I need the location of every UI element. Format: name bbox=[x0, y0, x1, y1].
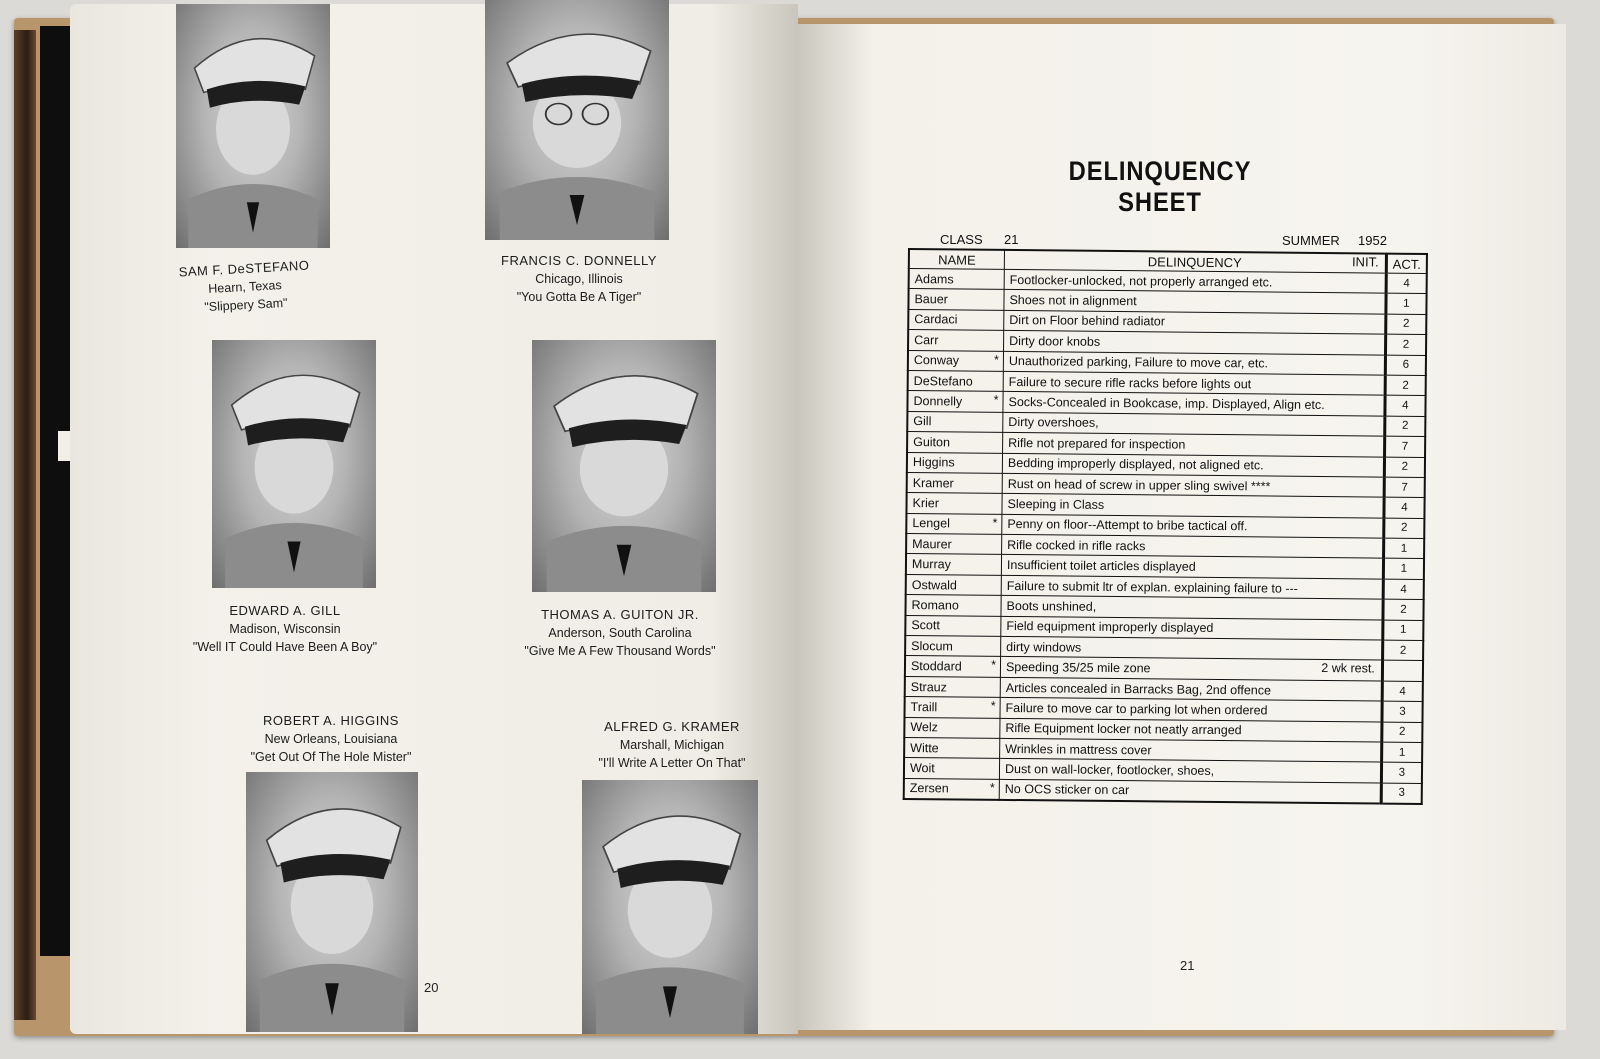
row-act: 7 bbox=[1384, 436, 1425, 457]
row-act: 3 bbox=[1381, 783, 1422, 804]
cadet-hometown: New Orleans, Louisiana bbox=[264, 732, 398, 746]
row-name-text: Witte bbox=[910, 740, 939, 755]
row-delinquency-text: Dust on wall-locker, footlocker, shoes, bbox=[1004, 762, 1215, 779]
cadet-caption bbox=[500, 606, 740, 660]
row-act: 1 bbox=[1383, 538, 1424, 559]
row-name-text: Ostwald bbox=[911, 577, 957, 593]
cadet-name: EDWARD A. GILL bbox=[229, 603, 341, 618]
row-star-mark: * bbox=[991, 658, 997, 673]
row-delinquency-text: Rifle cocked in rifle racks bbox=[1007, 537, 1146, 554]
table-body bbox=[904, 269, 1427, 805]
row-act: 3 bbox=[1381, 762, 1422, 783]
cadet-caption bbox=[226, 712, 436, 766]
cadet-caption bbox=[480, 252, 678, 306]
portrait-photo bbox=[485, 0, 669, 240]
row-name-text: Lengel bbox=[912, 516, 950, 531]
cadet-caption bbox=[159, 256, 332, 319]
header-act: ACT. bbox=[1386, 254, 1427, 274]
row-act: 4 bbox=[1383, 579, 1424, 600]
row-delinquency-text: Field equipment improperly displayed bbox=[1006, 619, 1214, 636]
row-name-text: DeStefano bbox=[913, 373, 973, 389]
row-delinquency-text: Rifle Equipment locker not neatly arranged bbox=[1005, 721, 1242, 738]
row-delinquency-text: Failure to move car to parking lot when ordered bbox=[1005, 700, 1268, 718]
row-name bbox=[906, 493, 1002, 514]
term-label: SUMMER bbox=[1282, 233, 1340, 248]
cadet-hometown: Anderson, South Carolina bbox=[548, 626, 692, 640]
row-name-text: Murray bbox=[911, 557, 951, 572]
row-act: 1 bbox=[1386, 293, 1427, 314]
row-name-text: Welz bbox=[910, 720, 939, 735]
row-star-mark: * bbox=[990, 699, 996, 714]
page-number-right: 21 bbox=[1180, 958, 1195, 973]
row-act: 2 bbox=[1384, 518, 1425, 539]
row-name-text: Maurer bbox=[912, 536, 952, 552]
row-name bbox=[904, 737, 1000, 758]
row-name bbox=[905, 595, 1001, 616]
row-name-text: Romano bbox=[911, 597, 959, 613]
row-delinquency-text: Articles concealed in Barracks Bag, 2nd offence bbox=[1005, 680, 1272, 698]
row-name bbox=[906, 534, 1002, 555]
row-name bbox=[905, 656, 1001, 677]
cadet-nickname: "Get Out Of The Hole Mister" bbox=[250, 750, 412, 764]
row-act: 3 bbox=[1382, 701, 1423, 722]
row-name bbox=[905, 615, 1001, 636]
row-name bbox=[904, 717, 1000, 738]
row-delinquency bbox=[999, 779, 1381, 804]
row-act: 4 bbox=[1384, 497, 1425, 518]
row-name-text: Cardaci bbox=[914, 312, 958, 327]
row-name-text: Guiton bbox=[913, 434, 951, 450]
row-name bbox=[905, 636, 1001, 657]
row-act: 2 bbox=[1382, 722, 1423, 743]
row-name-text: Gill bbox=[913, 414, 932, 429]
row-delinquency-text: dirty windows bbox=[1006, 639, 1082, 655]
portrait-photo bbox=[246, 772, 418, 1032]
row-delinquency-text: Insufficient toilet articles displayed bbox=[1006, 558, 1196, 574]
row-delinquency-text: Sleeping in Class bbox=[1007, 496, 1105, 512]
cadet-hometown: Hearn, Texas bbox=[207, 278, 283, 296]
cover-edge-left bbox=[14, 30, 36, 1020]
cadet-nickname: "You Gotta Be A Tiger" bbox=[516, 290, 642, 304]
delinquency-table bbox=[903, 248, 1428, 805]
row-name-text: Strauz bbox=[910, 679, 947, 694]
row-name-text: Scott bbox=[911, 618, 940, 633]
row-name bbox=[904, 697, 1000, 718]
row-name bbox=[905, 676, 1001, 697]
portrait-photo bbox=[176, 4, 330, 248]
row-name bbox=[904, 778, 1000, 800]
row-act: 2 bbox=[1385, 334, 1426, 355]
row-star-mark: * bbox=[993, 393, 999, 408]
row-name bbox=[908, 289, 1004, 310]
row-note: 2 wk rest. bbox=[1321, 661, 1375, 676]
row-act: 6 bbox=[1385, 355, 1426, 376]
portrait-photo bbox=[532, 340, 716, 592]
row-name bbox=[909, 269, 1005, 290]
row-name-text: Carr bbox=[914, 332, 939, 348]
year: 1952 bbox=[1358, 233, 1387, 248]
row-act: 2 bbox=[1385, 416, 1426, 437]
row-star-mark: * bbox=[989, 780, 995, 795]
row-delinquency-text: Shoes not in alignment bbox=[1009, 293, 1137, 309]
row-delinquency-text: Failure to secure rifle racks before lights out bbox=[1008, 374, 1252, 391]
row-name bbox=[908, 309, 1004, 330]
row-delinquency-text: Dirt on Floor behind radiator bbox=[1009, 313, 1166, 329]
row-name-text: Slocum bbox=[911, 638, 953, 654]
row-act: 1 bbox=[1383, 559, 1424, 580]
header-name: NAME bbox=[909, 249, 1005, 269]
row-name-text: Traill bbox=[910, 699, 938, 715]
row-act: 2 bbox=[1385, 375, 1426, 396]
row-name bbox=[908, 330, 1004, 351]
row-name bbox=[907, 452, 1003, 473]
row-act: 2 bbox=[1386, 314, 1427, 335]
class-label: CLASS bbox=[940, 232, 983, 247]
cadet-hometown: Chicago, Illinois bbox=[535, 272, 623, 286]
row-act: 2 bbox=[1384, 457, 1425, 478]
row-delinquency-text: Dirty overshoes, bbox=[1008, 415, 1099, 431]
row-name bbox=[908, 350, 1004, 371]
row-name-text: Higgins bbox=[912, 455, 955, 470]
row-act: 2 bbox=[1383, 599, 1424, 620]
row-delinquency-text: Bedding improperly displayed, not aligned etc. bbox=[1007, 456, 1264, 473]
delinquency-table-wrap bbox=[902, 248, 1428, 830]
row-name-text: Bauer bbox=[914, 292, 948, 307]
row-act: 4 bbox=[1385, 395, 1426, 416]
row-act bbox=[1382, 660, 1423, 681]
cadet-name: ROBERT A. HIGGINS bbox=[263, 713, 399, 728]
row-name bbox=[907, 411, 1003, 432]
row-delinquency-text: Dirty door knobs bbox=[1009, 333, 1101, 349]
table-row bbox=[904, 778, 1422, 804]
cadet-name: FRANCIS C. DONNELLY bbox=[501, 253, 657, 268]
cadet-nickname: "Give Me A Few Thousand Words" bbox=[524, 644, 716, 658]
row-star-mark: * bbox=[993, 352, 1000, 367]
row-name-text: Adams bbox=[914, 271, 954, 287]
row-name-text: Stoddard bbox=[910, 659, 962, 674]
row-delinquency-text: Rust on head of screw in upper sling swivel **** bbox=[1007, 476, 1271, 494]
row-name bbox=[908, 370, 1004, 391]
row-delinquency-text: No OCS sticker on car bbox=[1004, 782, 1130, 798]
row-name-text: Conway bbox=[913, 353, 960, 368]
row-name-text: Woit bbox=[909, 761, 935, 776]
row-name-text: Donnelly bbox=[913, 394, 963, 409]
row-delinquency-text: Wrinkles in mattress cover bbox=[1005, 741, 1152, 758]
cadet-hometown: Madison, Wisconsin bbox=[229, 622, 341, 636]
portrait-photo bbox=[582, 780, 758, 1034]
row-delinquency-text: Footlocker-unlocked, not properly arranged etc. bbox=[1009, 272, 1273, 290]
row-name bbox=[906, 513, 1002, 534]
cadet-caption bbox=[182, 602, 388, 656]
row-act: 4 bbox=[1382, 681, 1423, 702]
row-delinquency-text: Penny on floor--Attempt to bribe tactical off. bbox=[1007, 517, 1248, 534]
row-name bbox=[904, 758, 1000, 779]
cadet-nickname: "Slippery Sam" bbox=[204, 295, 288, 315]
row-act: 7 bbox=[1384, 477, 1425, 498]
sheet-title: DELINQUENCY SHEET bbox=[1068, 156, 1252, 217]
row-act: 2 bbox=[1382, 640, 1423, 661]
row-name-text: Zersen bbox=[909, 781, 949, 796]
cadet-caption bbox=[566, 718, 778, 772]
row-name-text: Kramer bbox=[912, 475, 954, 491]
row-name bbox=[906, 554, 1002, 575]
row-name bbox=[906, 574, 1002, 595]
row-delinquency-text: Failure to submit ltr of explan. explaining failure to --- bbox=[1006, 578, 1298, 596]
cadet-hometown: Marshall, Michigan bbox=[619, 738, 725, 752]
row-name bbox=[907, 432, 1003, 453]
row-delinquency-text: Boots unshined, bbox=[1006, 598, 1097, 614]
row-delinquency-text: Socks-Concealed in Bookcase, imp. Displayed, Align etc. bbox=[1008, 395, 1325, 413]
header-delinquency-label: DELINQUENCY bbox=[1147, 253, 1242, 270]
row-delinquency-text: Speeding 35/25 mile zone bbox=[1005, 660, 1151, 676]
row-name-text: Krier bbox=[912, 496, 940, 511]
cadet-name: ALFRED G. KRAMER bbox=[604, 719, 740, 734]
cadet-nickname: "Well IT Could Have Been A Boy" bbox=[192, 640, 378, 654]
row-act: 1 bbox=[1381, 742, 1422, 763]
cadet-nickname: "I'll Write A Letter On That" bbox=[598, 756, 746, 770]
row-act: 1 bbox=[1383, 620, 1424, 641]
portrait-photo bbox=[212, 340, 376, 588]
class-number: 21 bbox=[1004, 232, 1019, 247]
row-name bbox=[907, 391, 1003, 412]
row-star-mark: * bbox=[992, 515, 998, 530]
cadet-name: THOMAS A. GUITON JR. bbox=[541, 607, 699, 622]
cadet-name: SAM F. DeSTEFANO bbox=[178, 257, 310, 280]
page-number-left: 20 bbox=[424, 980, 439, 995]
row-delinquency-text: Rifle not prepared for inspection bbox=[1008, 435, 1186, 452]
header-init: INIT. bbox=[1351, 254, 1379, 270]
row-name bbox=[907, 472, 1003, 493]
row-act: 4 bbox=[1386, 273, 1427, 294]
row-delinquency-text: Unauthorized parking, Failure to move car, etc. bbox=[1008, 354, 1269, 371]
